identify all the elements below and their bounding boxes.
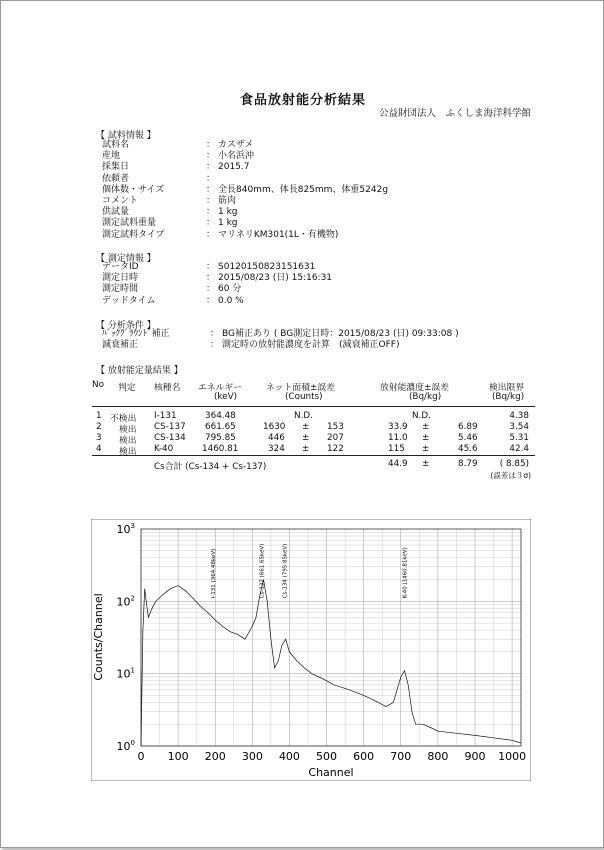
- info-label: 試料名: [102, 140, 130, 150]
- cell-net-pm: ±: [302, 444, 310, 454]
- table-body: [92, 407, 535, 456]
- cell-limit: 3.54: [509, 422, 529, 432]
- cell-nuclide: CS-134: [154, 433, 186, 443]
- cell-limit: 5.31: [509, 433, 529, 443]
- cell-no: 4: [96, 444, 102, 454]
- colon: ：: [210, 340, 220, 351]
- cell-net: 446: [268, 433, 285, 443]
- x-tick-label: 700: [390, 750, 412, 763]
- colon: ：: [206, 295, 216, 306]
- x-tick-label: 600: [353, 750, 375, 763]
- cell-no: 2: [96, 422, 102, 432]
- x-tick-label: 1000: [498, 750, 527, 763]
- colon: ：: [206, 140, 216, 150]
- cell-judge: 検出: [119, 425, 137, 435]
- cell-conc: N.D.: [412, 411, 431, 421]
- info-label: デッドタイム: [102, 295, 156, 306]
- peak-label: I-131 (364.48keV): [211, 548, 218, 599]
- cell-net: 1630: [263, 422, 286, 432]
- info-label: 測定日時: [102, 273, 139, 284]
- col-conc: 放射能濃度±誤差: [380, 383, 449, 393]
- info-row: [102, 340, 459, 351]
- table-row: [92, 422, 535, 433]
- info-value: 2015/08/23 (日) 15:16:31: [218, 273, 333, 284]
- cell-judge: 不検出: [110, 414, 137, 424]
- col-net: ネット面積±誤差: [266, 383, 335, 393]
- cell-energy: 364.48: [205, 411, 236, 421]
- cell-conc-pm: ±: [422, 433, 430, 443]
- cell-net: 324: [268, 444, 285, 454]
- col-limit: 検出限界: [489, 383, 525, 393]
- cell-energy: 1460.81: [202, 444, 239, 454]
- cell-net-err: 207: [327, 433, 344, 443]
- analysis-section-heading: 【 分析条件 】: [96, 321, 156, 331]
- info-label: コメント: [102, 195, 139, 206]
- cs-total-row: [92, 456, 535, 480]
- x-tick-label: 400: [278, 750, 300, 763]
- cell-limit: 42.4: [509, 444, 529, 454]
- col-no: No: [92, 380, 104, 390]
- info-label: 測定時間: [102, 284, 139, 295]
- table-row: [92, 433, 535, 444]
- cs-total-err: 8.79: [458, 459, 478, 469]
- info-row: [102, 196, 388, 207]
- info-row: [102, 230, 388, 241]
- measurement-info-list: [102, 262, 332, 307]
- y-tick-exponent: 3: [130, 522, 135, 530]
- cell-conc-pm: ±: [422, 422, 430, 432]
- info-value: 測定時の放射能濃度を計算 (減衰補正OFF): [222, 340, 400, 351]
- info-row: [102, 162, 388, 173]
- analysis-info-list: [102, 329, 459, 351]
- cell-net-pm: ±: [302, 433, 310, 443]
- cell-energy: 795.85: [205, 433, 236, 443]
- peak-label: Cs-137 (661.65keV): [259, 543, 266, 599]
- col-limit-unit: (Bq/kg): [492, 392, 525, 402]
- y-tick-base: 10: [116, 667, 131, 681]
- y-axis-label: Counts/Channel: [92, 593, 105, 681]
- cell-judge: 検出: [119, 447, 137, 457]
- info-label: 採集日: [102, 162, 130, 173]
- info-row: [102, 296, 332, 307]
- measurement-section-heading: 【 測定情報 】: [96, 254, 156, 264]
- cs-total-limit: ( 8.85): [499, 459, 529, 469]
- colon: ：: [210, 329, 220, 339]
- info-value: 1 kg: [218, 218, 238, 229]
- x-tick-label: 100: [167, 750, 189, 763]
- colon: ：: [206, 284, 216, 295]
- sample-info-list: [102, 140, 388, 241]
- results-section-heading: 【 放射能定量結果 】: [96, 366, 183, 376]
- cell-conc: 115: [388, 444, 405, 454]
- colon: ：: [206, 151, 216, 162]
- col-nuclide: 核種名: [154, 383, 181, 393]
- info-row: [102, 174, 388, 185]
- x-tick-label: 300: [241, 750, 263, 763]
- info-label: 産地: [102, 151, 121, 162]
- col-conc-unit: (Bq/kg): [409, 392, 442, 402]
- colon: ：: [206, 218, 216, 229]
- colon: ：: [206, 229, 216, 240]
- info-row: [102, 140, 388, 151]
- col-judge: 判定: [118, 383, 136, 393]
- cell-no: 1: [96, 411, 102, 421]
- colon: ：: [206, 207, 216, 218]
- colon: ：: [206, 173, 216, 184]
- info-row: [102, 218, 388, 229]
- info-value: マリネリKM301(1L・有機物): [218, 229, 339, 240]
- colon: ：: [206, 162, 216, 173]
- peak-label: K-40 (1460.81keV): [402, 547, 409, 599]
- cell-conc: 11.0: [388, 433, 408, 443]
- x-tick-label: 200: [204, 750, 226, 763]
- info-value: 筋肉: [218, 195, 237, 206]
- info-value: BG補正あり ( BG測定日時：2015/08/23 (日) 09:33:08 ): [222, 329, 459, 339]
- info-label: 測定試料重量: [102, 218, 157, 229]
- info-value: カスザメ: [218, 140, 254, 150]
- info-value: S0120150823151631: [218, 262, 316, 272]
- peak-label: Cs-134 (795.85keV): [282, 543, 289, 599]
- info-value: 全長840mm、体長825mm、体重5242g: [218, 184, 389, 195]
- cell-conc-pm: ±: [422, 444, 430, 454]
- cs-total-note: (誤差は３σ): [490, 471, 531, 480]
- report-title: 食品放射能分析結果: [239, 93, 366, 108]
- info-value: 60 分: [218, 284, 242, 295]
- table-row: [92, 411, 535, 422]
- info-label: ﾊﾞｯｸｸﾞﾗｳﾝﾄﾞ補正: [102, 329, 170, 339]
- info-label: 減衰補正: [102, 340, 139, 351]
- cell-conc-err: 45.6: [458, 444, 478, 454]
- col-energy-unit: (keV): [214, 392, 238, 402]
- info-row: [102, 151, 388, 162]
- x-tick-label: 800: [427, 750, 449, 763]
- info-row: [102, 273, 332, 284]
- cell-no: 3: [96, 433, 102, 443]
- y-tick-exponent: 0: [130, 739, 135, 747]
- info-row: [102, 284, 332, 295]
- cell-judge: 検出: [119, 436, 137, 446]
- colon: ：: [206, 184, 216, 195]
- organization-name: 公益財団法人 ふくしま海洋科学館: [378, 108, 531, 119]
- x-tick-label: 900: [464, 750, 486, 763]
- info-value: 0.0 %: [218, 295, 244, 306]
- info-label: 依頼者: [102, 173, 130, 184]
- colon: ：: [206, 273, 216, 284]
- cell-nuclide: CS-137: [154, 422, 186, 432]
- y-tick-exponent: 2: [130, 594, 135, 603]
- cell-nuclide: K-40: [154, 444, 174, 454]
- table-header: [92, 376, 535, 407]
- spectrum-chart: [91, 519, 531, 781]
- cell-net-err: 153: [327, 422, 344, 432]
- info-row: [102, 262, 332, 273]
- info-label: 個体数・サイズ: [102, 184, 165, 195]
- info-value: 1 kg: [218, 207, 238, 218]
- cs-total-pm: ±: [422, 459, 430, 469]
- info-row: [102, 207, 388, 218]
- info-label: データID: [102, 262, 139, 272]
- colon: ：: [206, 262, 216, 272]
- x-tick-label: 0: [137, 750, 145, 763]
- colon: ：: [206, 195, 216, 206]
- info-value: 小名浜沖: [218, 151, 255, 162]
- y-tick-base: 10: [116, 595, 131, 609]
- y-tick-base: 10: [116, 523, 131, 536]
- cell-energy: 661.65: [205, 422, 236, 432]
- cell-limit: 4.38: [509, 411, 529, 421]
- results-table: [92, 376, 535, 480]
- y-tick-exponent: 1: [130, 666, 135, 675]
- cell-conc: 33.9: [388, 422, 408, 432]
- y-tick-base: 10: [116, 740, 131, 753]
- cell-net-err: 122: [327, 444, 344, 454]
- col-net-unit: (Counts): [285, 392, 323, 402]
- cell-net: N.D.: [294, 411, 313, 421]
- cell-conc-err: 6.89: [458, 422, 478, 432]
- col-energy: エネルギー: [198, 383, 242, 393]
- cell-net-pm: ±: [302, 422, 310, 432]
- info-label: 供試量: [102, 207, 130, 218]
- cell-nuclide: I-131: [154, 411, 177, 421]
- cell-conc-err: 5.46: [458, 433, 478, 443]
- x-axis-label: Channel: [308, 766, 354, 779]
- sample-section-heading: 【 試料情報 】: [96, 131, 156, 141]
- table-row: [92, 444, 535, 455]
- info-value: 2015.7: [218, 162, 250, 173]
- cs-total-label: Cs合計 (Cs-134 + Cs-137): [154, 462, 267, 472]
- cs-total-conc: 44.9: [388, 459, 408, 469]
- info-row: [102, 329, 459, 340]
- x-tick-label: 500: [316, 750, 338, 763]
- info-label: 測定試料タイプ: [102, 229, 165, 240]
- info-row: [102, 185, 388, 196]
- chart-frame: [91, 519, 531, 781]
